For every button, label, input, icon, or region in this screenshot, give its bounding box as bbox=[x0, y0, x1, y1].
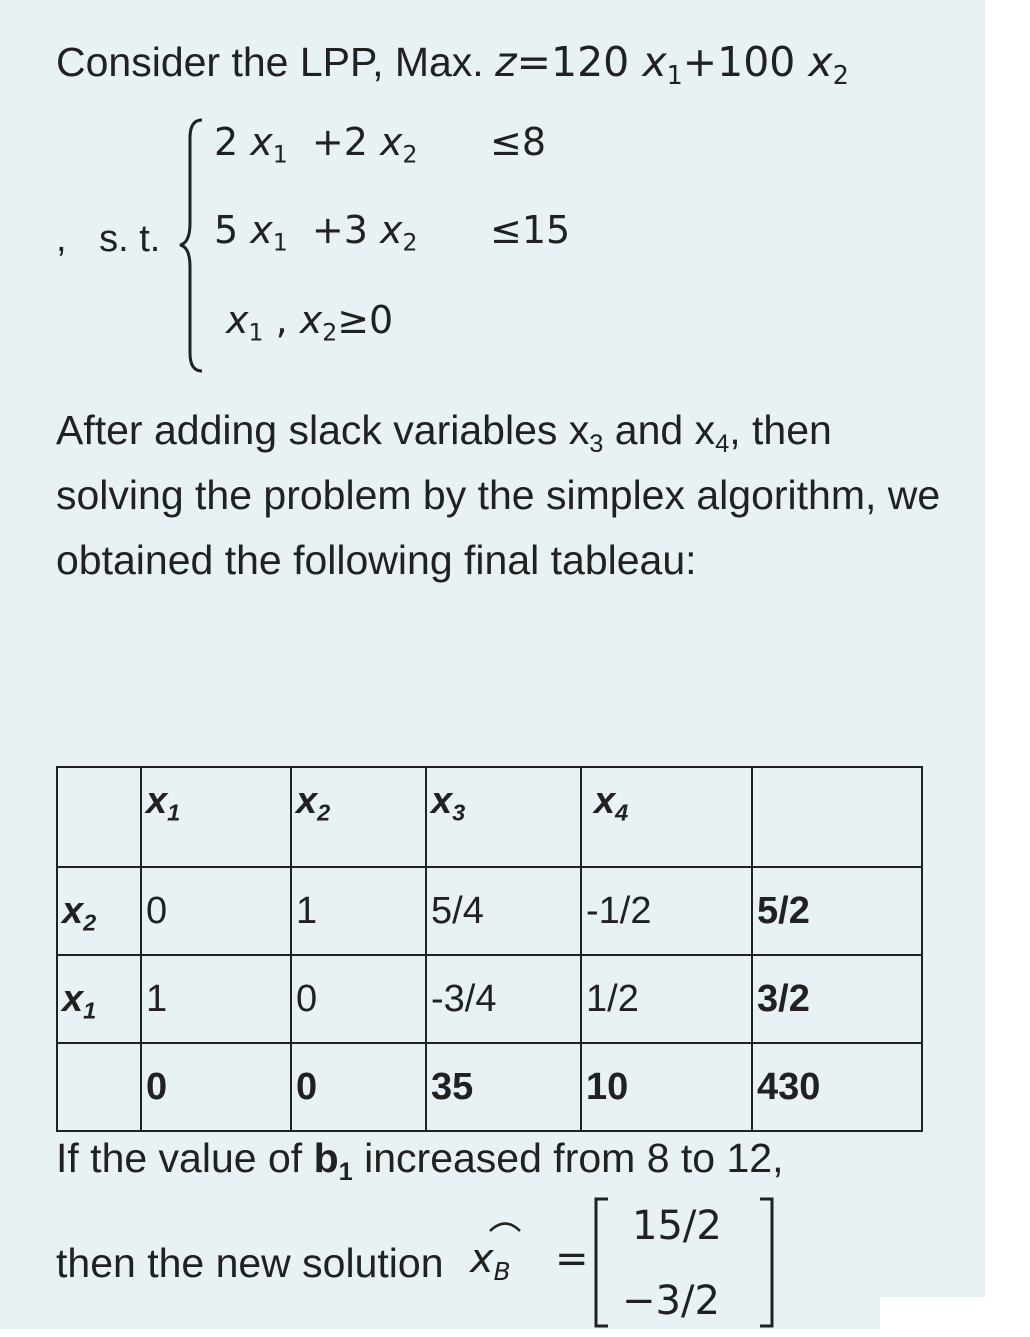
hat-icon bbox=[488, 1218, 522, 1234]
para-part-2: and x bbox=[603, 407, 716, 453]
cell: 1 bbox=[291, 867, 426, 955]
left-brace-icon bbox=[176, 118, 206, 373]
new-solution-label: then the new solution bbox=[56, 1240, 444, 1286]
tableau-z-row bbox=[57, 1043, 922, 1131]
header-x3: $x_3$ bbox=[426, 767, 581, 867]
cell: 1/2 bbox=[581, 955, 752, 1043]
st-text: s. t. bbox=[99, 218, 161, 260]
para-part-3: , then solving the problem by the simplex algorithm, we obtained the following final tableau: bbox=[56, 407, 941, 583]
right-bracket-icon bbox=[756, 1196, 776, 1329]
equals-sign: = bbox=[555, 1236, 589, 1282]
cell: 0 bbox=[141, 867, 291, 955]
cell: 5/4 bbox=[426, 867, 581, 955]
objective-x2: x bbox=[808, 38, 833, 86]
z-cell: 0 bbox=[291, 1043, 426, 1131]
question-line: If the value of $b_1$ increased from 8 to 12, bbox=[56, 1135, 784, 1187]
constraint-1-lhs: 2 $x_1 +2$ $x_2$ bbox=[214, 120, 418, 169]
xb-symbol: $x_B$ bbox=[470, 1236, 511, 1286]
leading-comma: , bbox=[56, 218, 67, 260]
header-x4: $x_4$ bbox=[581, 767, 752, 867]
objective-z: z bbox=[495, 38, 517, 86]
cell: 1 bbox=[141, 955, 291, 1043]
objective-function bbox=[495, 38, 849, 91]
z-cell: 35 bbox=[426, 1043, 581, 1131]
header-rhs bbox=[752, 767, 922, 867]
cell: -1/2 bbox=[581, 867, 752, 955]
constraint-2-rhs: ≤15 bbox=[490, 208, 571, 252]
para-sub-4: 4 bbox=[715, 430, 730, 459]
z-value-cell: 430 bbox=[752, 1043, 922, 1131]
header-corner bbox=[57, 767, 141, 867]
tableau-row bbox=[57, 867, 922, 955]
bottom-white-strip bbox=[880, 1297, 1030, 1337]
header-x1: $x_1$ bbox=[141, 767, 291, 867]
cell: 0 bbox=[291, 955, 426, 1043]
objective-x1-sub: 1 bbox=[666, 60, 683, 91]
objective-equals: = bbox=[516, 38, 551, 86]
z-cell: 0 bbox=[141, 1043, 291, 1131]
rhs-cell: 3/2 bbox=[752, 955, 922, 1043]
z-cell: 10 bbox=[581, 1043, 752, 1131]
problem-intro bbox=[56, 38, 849, 91]
rhs-cell: 5/2 bbox=[752, 867, 922, 955]
intro-text: Consider the LPP, Max. bbox=[56, 39, 484, 85]
objective-coef-2: 100 bbox=[717, 38, 796, 86]
para-part-1: After adding slack variables x bbox=[56, 407, 590, 453]
constraint-1-rhs: ≤8 bbox=[490, 120, 547, 164]
cell: -3/4 bbox=[426, 955, 581, 1043]
simplex-tableau bbox=[56, 766, 923, 1132]
basis-cell: $x_2$ bbox=[57, 867, 141, 955]
objective-x1: x bbox=[642, 38, 667, 86]
objective-coef-1: 120 bbox=[551, 38, 630, 86]
vector-entry-2: −3/2 bbox=[622, 1278, 720, 1324]
constraint-2-lhs: 5 $x_1 +3$ $x_2$ bbox=[214, 208, 418, 257]
left-bracket-icon bbox=[592, 1196, 612, 1329]
header-x2: $x_2$ bbox=[291, 767, 426, 867]
objective-plus: + bbox=[682, 38, 718, 86]
para-sub-3: 3 bbox=[589, 430, 604, 459]
tableau-row bbox=[57, 955, 922, 1043]
objective-x2-sub: 2 bbox=[832, 60, 849, 91]
basis-cell: $x_1$ bbox=[57, 955, 141, 1043]
z-row-label bbox=[57, 1043, 141, 1131]
tableau-header-row bbox=[57, 767, 922, 867]
subject-to-label bbox=[56, 218, 160, 261]
constraint-nonneg: $x_1$ , $x_2\ge 0$ bbox=[226, 298, 394, 347]
description-paragraph bbox=[56, 398, 956, 593]
vector-entry-1: 15/2 bbox=[632, 1203, 722, 1249]
